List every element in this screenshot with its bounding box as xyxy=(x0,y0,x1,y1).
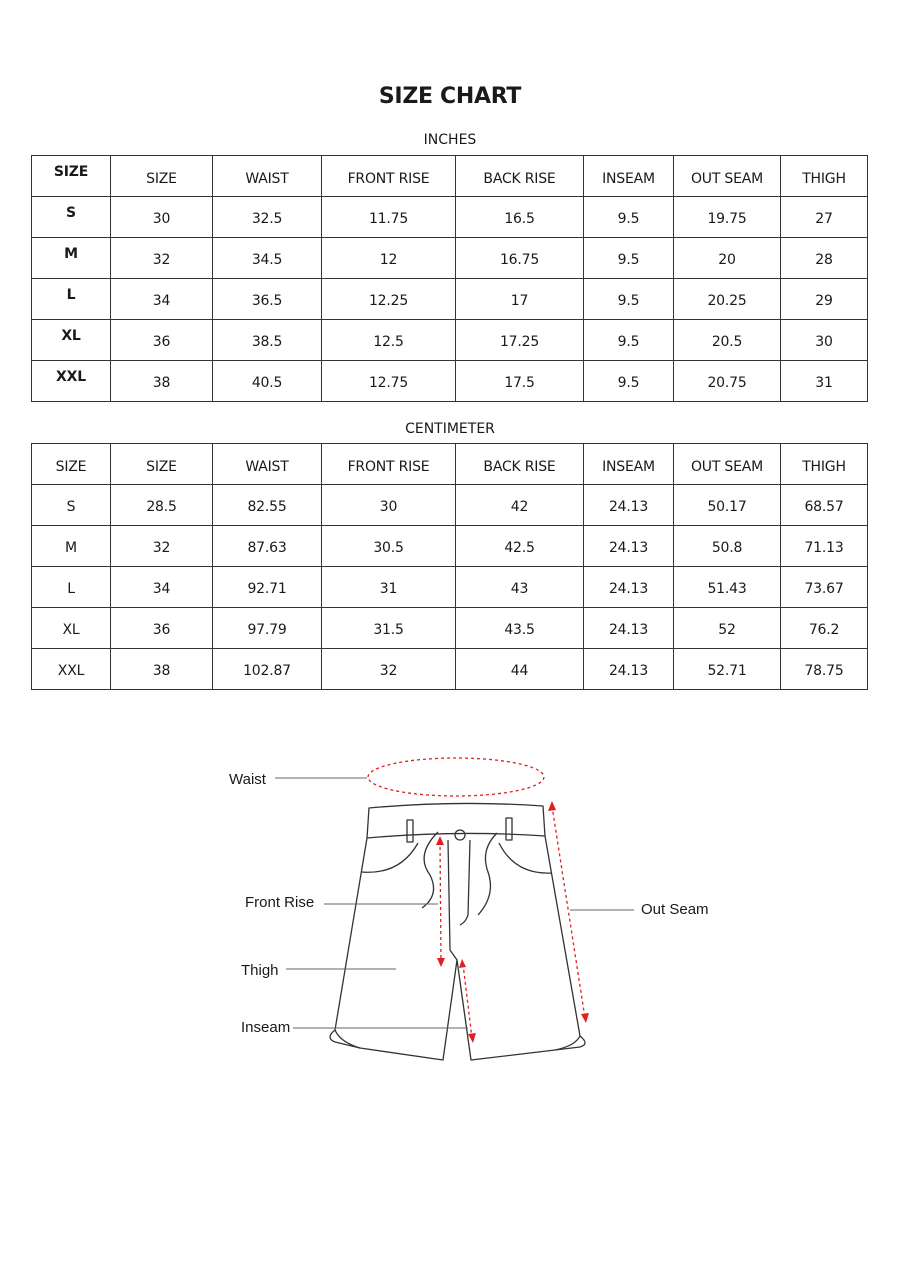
table-cell: 24.13 xyxy=(584,649,674,690)
table-cell: 38.5 xyxy=(213,320,322,361)
table-row xyxy=(32,526,868,567)
centimeter-table xyxy=(31,443,868,690)
table-cell: 31 xyxy=(322,567,456,608)
column-header: INSEAM xyxy=(584,156,674,197)
table-row xyxy=(32,361,868,402)
table-cell: 34 xyxy=(111,279,213,320)
column-header: FRONT RISE xyxy=(322,444,456,485)
table-cell: 102.87 xyxy=(213,649,322,690)
thigh-label: Thigh xyxy=(241,962,279,979)
column-header: OUT SEAM xyxy=(674,156,781,197)
table-cell: 20.25 xyxy=(674,279,781,320)
table-cell: 92.71 xyxy=(213,567,322,608)
table-header-row xyxy=(32,444,868,485)
table-cell: 28 xyxy=(781,238,868,279)
table-cell: 29 xyxy=(781,279,868,320)
table-cell: 20.75 xyxy=(674,361,781,402)
size-cell: L xyxy=(32,279,111,320)
inseam-label: Inseam xyxy=(241,1019,291,1036)
out-seam-label: Out Seam xyxy=(641,901,709,918)
page-title: SIZE CHART xyxy=(378,84,522,109)
table-cell: 44 xyxy=(456,649,584,690)
column-header: WAIST xyxy=(213,156,322,197)
table-cell: 12.75 xyxy=(322,361,456,402)
table-cell: 20 xyxy=(674,238,781,279)
table-cell: 38 xyxy=(111,361,213,402)
table-cell: 34 xyxy=(111,567,213,608)
table-cell: 30 xyxy=(111,197,213,238)
table-row xyxy=(32,279,868,320)
table-cell: 82.55 xyxy=(213,485,322,526)
column-header: SIZE xyxy=(111,156,213,197)
column-header: THIGH xyxy=(781,444,868,485)
table-cell: 43 xyxy=(456,567,584,608)
table-cell: 9.5 xyxy=(584,197,674,238)
inches-table xyxy=(31,155,868,402)
table-row xyxy=(32,485,868,526)
table-cell: 52.71 xyxy=(674,649,781,690)
table-cell: 32 xyxy=(111,526,213,567)
shorts-outline xyxy=(330,803,585,1060)
table-row xyxy=(32,567,868,608)
measurement-guides xyxy=(368,758,585,1038)
table-cell: 30.5 xyxy=(322,526,456,567)
table-cell: 32 xyxy=(111,238,213,279)
table-cell: 30 xyxy=(322,485,456,526)
table-cell: 24.13 xyxy=(584,608,674,649)
size-cell: L xyxy=(32,567,111,608)
table-cell: 19.75 xyxy=(674,197,781,238)
table-cell: 42.5 xyxy=(456,526,584,567)
size-cell: S xyxy=(32,197,111,238)
table-cell: 32.5 xyxy=(213,197,322,238)
table-cell: 52 xyxy=(674,608,781,649)
table-cell: 71.13 xyxy=(781,526,868,567)
table-cell: 38 xyxy=(111,649,213,690)
table-cell: 9.5 xyxy=(584,279,674,320)
table-cell: 78.75 xyxy=(781,649,868,690)
front-rise-label: Front Rise xyxy=(245,894,315,911)
shorts-diagram xyxy=(0,720,900,1100)
table-cell: 12.5 xyxy=(322,320,456,361)
table-header-row xyxy=(32,156,868,197)
waist-measure-line xyxy=(368,758,544,796)
table-cell: 28.5 xyxy=(111,485,213,526)
table-cell: 40.5 xyxy=(213,361,322,402)
table-cell: 34.5 xyxy=(213,238,322,279)
table-cell: 36 xyxy=(111,608,213,649)
size-cell: M xyxy=(32,526,111,567)
table-cell: 9.5 xyxy=(584,361,674,402)
inches-caption: INCHES xyxy=(423,132,477,148)
table-cell: 50.17 xyxy=(674,485,781,526)
size-cell: XL xyxy=(32,320,111,361)
table-cell: 17 xyxy=(456,279,584,320)
table-cell: 11.75 xyxy=(322,197,456,238)
size-cell: S xyxy=(32,485,111,526)
table-cell: 36.5 xyxy=(213,279,322,320)
table-row xyxy=(32,238,868,279)
table-row xyxy=(32,608,868,649)
table-row xyxy=(32,320,868,361)
table-cell: 16.5 xyxy=(456,197,584,238)
table-cell: 76.2 xyxy=(781,608,868,649)
column-header: INSEAM xyxy=(584,444,674,485)
centimeter-caption: CENTIMETER xyxy=(405,421,495,437)
column-header: SIZE xyxy=(111,444,213,485)
table-row xyxy=(32,197,868,238)
waist-label: Waist xyxy=(229,771,266,788)
column-header: BACK RISE xyxy=(456,444,584,485)
table-cell: 51.43 xyxy=(674,567,781,608)
table-cell: 30 xyxy=(781,320,868,361)
table-cell: 24.13 xyxy=(584,485,674,526)
column-header: FRONT RISE xyxy=(322,156,456,197)
table-cell: 12 xyxy=(322,238,456,279)
column-header: WAIST xyxy=(213,444,322,485)
column-header: OUT SEAM xyxy=(674,444,781,485)
table-cell: 24.13 xyxy=(584,567,674,608)
table-cell: 17.25 xyxy=(456,320,584,361)
inseam-measure-line xyxy=(463,964,472,1038)
table-cell: 27 xyxy=(781,197,868,238)
table-cell: 20.5 xyxy=(674,320,781,361)
table-cell: 17.5 xyxy=(456,361,584,402)
table-cell: 31 xyxy=(781,361,868,402)
out-seam-measure-line xyxy=(552,806,585,1018)
front-rise-measure-line xyxy=(440,841,441,962)
table-cell: 73.67 xyxy=(781,567,868,608)
table-cell: 12.25 xyxy=(322,279,456,320)
column-header: SIZE xyxy=(32,156,111,197)
table-cell: 87.63 xyxy=(213,526,322,567)
table-cell: 16.75 xyxy=(456,238,584,279)
size-cell: XL xyxy=(32,608,111,649)
table-cell: 50.8 xyxy=(674,526,781,567)
size-cell: M xyxy=(32,238,111,279)
size-cell: XXL xyxy=(32,649,111,690)
table-cell: 9.5 xyxy=(584,238,674,279)
table-cell: 36 xyxy=(111,320,213,361)
table-cell: 97.79 xyxy=(213,608,322,649)
table-cell: 32 xyxy=(322,649,456,690)
size-cell: XXL xyxy=(32,361,111,402)
table-row xyxy=(32,649,868,690)
table-cell: 43.5 xyxy=(456,608,584,649)
column-header: THIGH xyxy=(781,156,868,197)
column-header: SIZE xyxy=(32,444,111,485)
table-cell: 68.57 xyxy=(781,485,868,526)
table-cell: 42 xyxy=(456,485,584,526)
column-header: BACK RISE xyxy=(456,156,584,197)
table-cell: 31.5 xyxy=(322,608,456,649)
table-cell: 9.5 xyxy=(584,320,674,361)
table-cell: 24.13 xyxy=(584,526,674,567)
